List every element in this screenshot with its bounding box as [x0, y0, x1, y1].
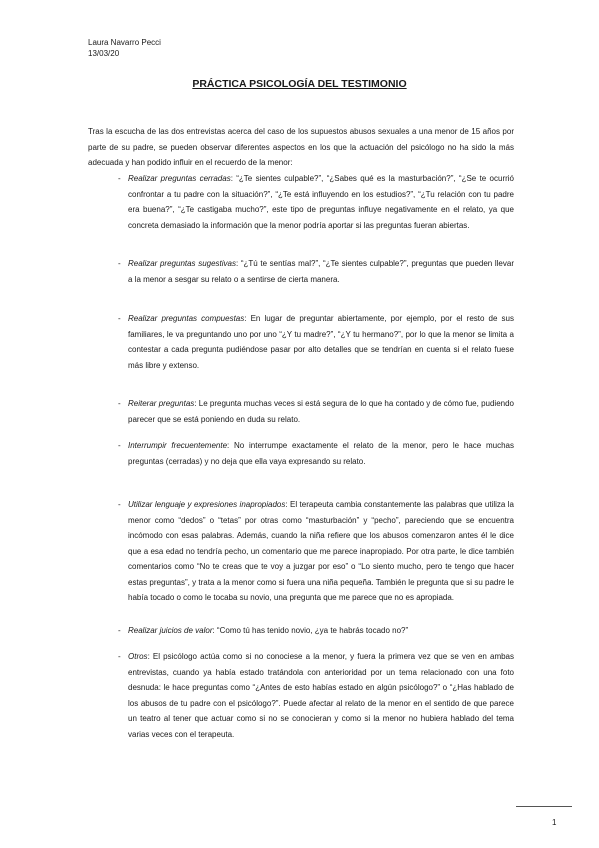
item-label: Utilizar lenguaje y expresiones inapropiados — [128, 500, 286, 509]
item-label: Interrumpir frecuentemente — [128, 441, 228, 450]
item-text: : “¿Te sientes culpable?”, “¿Sabes qué es la masturbación?”, “¿Se te ocurrió confrontar a tu padre con la situación?”, “¿Te está influyendo en los estudios?”, “¿Tu relación con tu padre era buena?”, “¿Te castigaba mucho?”, este tipo de preguntas influye negativamente en el relato, ya que concreta demasiado la información que la menor podría aportar si las preguntas fueran abiertas. — [128, 174, 515, 230]
page-number: 1 — [552, 818, 557, 827]
item-label: Reiterar preguntas — [128, 399, 195, 408]
list-item — [88, 438, 514, 469]
item-text: : No interrumpe exactamente el relato de la menor, pero le hace muchas preguntas (cerradas) y no deja que ella vaya expresando su relato. — [128, 441, 514, 466]
bullet-dash: - — [118, 174, 121, 183]
list-item — [88, 623, 514, 639]
list-item — [88, 396, 514, 427]
header-block — [88, 37, 161, 59]
item-text: : “Como tú has tenido novio, ¿ya te habrás tocado no?” — [212, 626, 409, 635]
item-text: : En lugar de preguntar abiertamente, por ejemplo, por el resto de sus familiares, le va preguntando uno por uno “¿Y tu madre?”, “¿Y tu hermano?”, por lo que la menor se limita a contestar a cada pregunta pudiéndose pasar por alto detalles que se tendrían en cuenta si el relato fuese más libre y extenso. — [128, 314, 514, 370]
bullet-dash: - — [118, 652, 121, 661]
item-text: : “¿Tú te sentías mal?”, “¿Te sientes culpable?”, preguntas que pueden llevar a la menor a sesgar su relato o a sentirse de cierta manera. — [128, 259, 514, 284]
list-item — [88, 171, 514, 233]
bullet-dash: - — [118, 259, 121, 268]
bullet-dash: - — [118, 626, 121, 635]
author-name: Laura Navarro Pecci — [88, 38, 161, 47]
bullet-dash: - — [118, 314, 121, 323]
bullet-dash: - — [118, 500, 121, 509]
list-item — [88, 649, 514, 742]
list-item — [88, 256, 514, 287]
intro-paragraph: Tras la escucha de las dos entrevistas acerca del caso de los supuestos abusos sexuales a una menor de 15 años por parte de su padre, se pueden observar diferentes aspectos en los que la actuación del psicólogo no ha sido la más adecuada y han podido influir en el recuerdo de la menor: — [88, 127, 514, 167]
list-item — [88, 497, 514, 606]
document-date: 13/03/20 — [88, 49, 120, 58]
footer-rule — [516, 806, 572, 807]
bullet-dash: - — [118, 441, 121, 450]
bullet-dash: - — [118, 399, 121, 408]
item-label: Realizar preguntas compuestas — [128, 314, 245, 323]
item-label: Realizar preguntas sugestivas — [128, 259, 236, 268]
item-label: Otros — [128, 652, 148, 661]
item-label: Realizar preguntas cerradas — [128, 174, 231, 183]
item-text: : El terapeuta cambia constantemente las palabras que utiliza la menor como “dedos” o “tetas” por otras como “masturbación” y “pecho”, pareciendo que se encuentra incómodo con esas palabras. Además, cuando la niña refiere que los abusos comenzaron antes él le dice que a esa edad no tendría pecho, un comentario que me parece inapropiado. Por otra parte, le dice también comentarios como “No te creas que te voy a juzgar por eso” o “Lo siento mucho, pero te tengo que hacer estas preguntas”, y trata a la menor como si fuera una niña pequeña. También le pregunta que si su padre le había tocado o como le tocaba su novio, una pregunta que me parece que no es apropiada. — [128, 500, 514, 602]
item-text: : El psicólogo actúa como si no conociese a la menor, y fuera la primera vez que se ven en ambas entrevistas, cuando ya había estado tratándola con anterioridad por un tema relacionado con una foto desnuda: le hace preguntas como “¿Antes de esto habías estado en algún psicólogo?” o “¿Has hablado de los abusos de tu padre con el psicólogo?”. Puede afectar al relato de la menor en el sentido de que parece un teatro al tener que actuar como si no se conocieran y como si la menor no hubiera hablado del tema varias veces con el terapeuta. — [128, 652, 514, 739]
item-label: Realizar juicios de valor — [128, 626, 213, 635]
item-text: : Le pregunta muchas veces si está segura de lo que ha contado y de cómo fue, pudiendo parecer que se está poniendo en duda su relato. — [128, 399, 514, 424]
document-title: PRÁCTICA PSICOLOGÍA DEL TESTIMONIO — [192, 78, 407, 90]
list-item — [88, 311, 514, 373]
